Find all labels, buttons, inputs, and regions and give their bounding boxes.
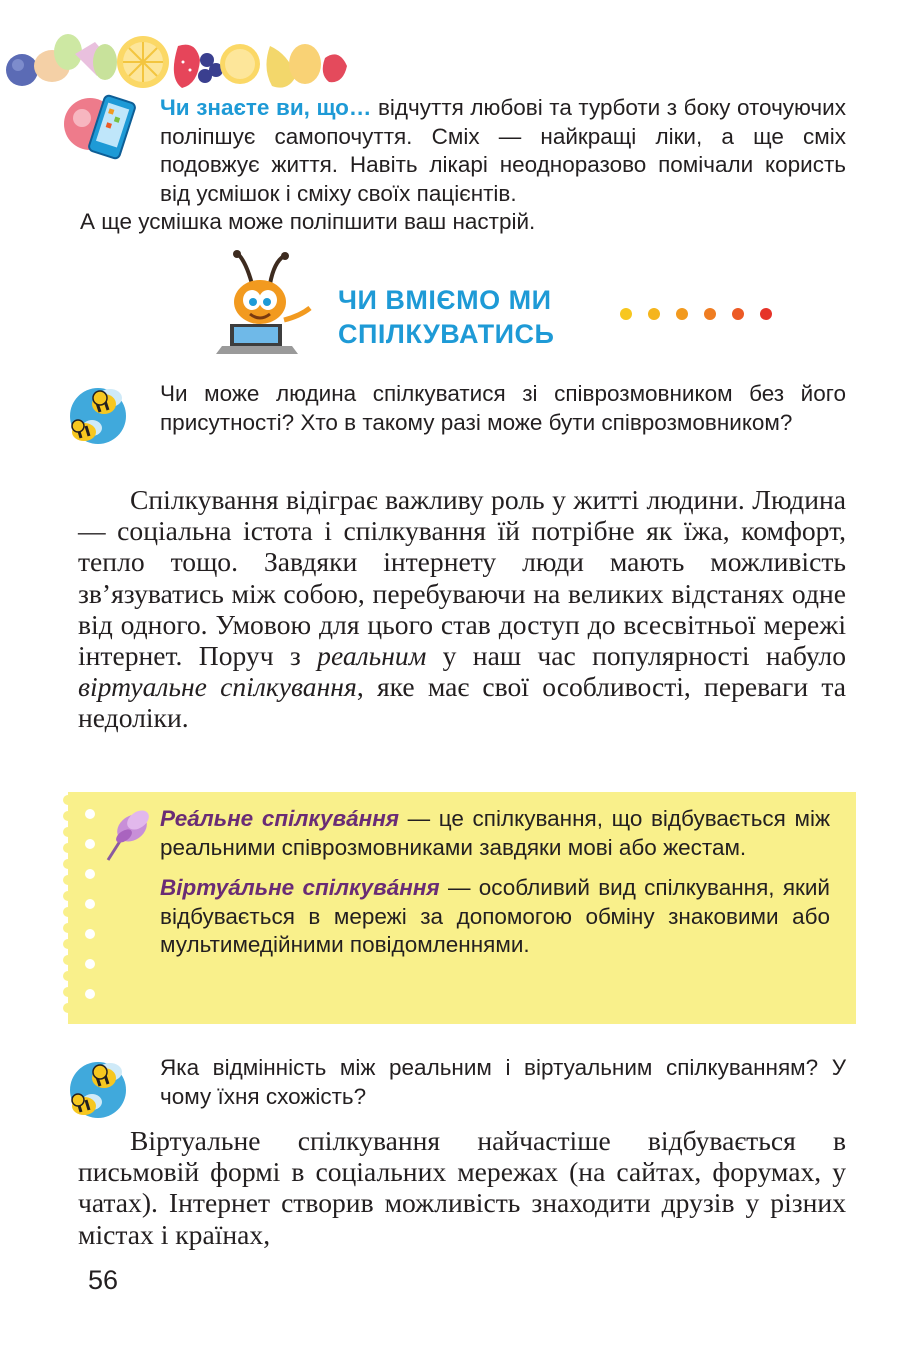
paragraph-1-part-3: , яке має свої особливості, переваги та недоліки. [78, 671, 846, 734]
question-1: Чи може людина спілкуватися зі співрозмовником без його присутності? Хто в такому разі може бути співрозмовником? [160, 381, 846, 435]
fruit-border-icon [0, 18, 360, 88]
section-heading-line-2: СПІЛКУВАТИСЬ [338, 319, 555, 349]
definitions [160, 805, 830, 972]
dot-6 [760, 308, 772, 320]
section-heading [338, 283, 618, 351]
notebook-holes [80, 800, 100, 1020]
definition-real-text: — це спілкування, що відбувається між реальними співрозмовниками завдяки мові або жестам. [160, 806, 830, 860]
definition-virtual [160, 874, 830, 960]
definition-virtual-text: — особливий вид спілкування, який відбувається в мережі за допомогою обміну знаковими або мультимедійними повідомленнями. [160, 875, 830, 958]
section-heading-line-1: ЧИ ВМІЄМО МИ [338, 285, 552, 315]
definition-virtual-term: Віртуáльне спілкувáння [160, 875, 440, 901]
box-scalloped-edge [62, 792, 74, 1024]
paragraph-2-text: Віртуальне спілкування найчастіше відбувається в письмовій формі в соціальних мережах (на сайтах, форумах, у чатах). Інтернет створив можливість знаходити друзів у різних містах і країнах, [78, 1125, 846, 1250]
ant-laptop-mascot-icon [212, 250, 316, 360]
bees-question-icon-2 [62, 1050, 138, 1120]
paragraph-1-part-2: у наш час популярності набуло [426, 640, 846, 672]
push-pin-icon [98, 804, 156, 864]
paragraph-1-part-1: Спілкування відіграє важливу роль у житті людини. Людина — соціальна істота і спілкування їй потрібне як їжа, комфорт, тепло тощо. Завдяки інтернету люди мають можливість зв’язуватись між собою, перебуваючи на великих відстанях одне від одного. Умовою для цього став доступ до всесвітньої мережі інтернет. Поруч з [78, 484, 846, 672]
dot-3 [676, 308, 688, 320]
phone-lightbulb-icon [62, 92, 142, 164]
dot-4 [704, 308, 716, 320]
dot-1 [620, 308, 632, 320]
question-2: Яка відмінність між реальним і віртуальним спілкуванням? У чому їхня схожість? [160, 1055, 846, 1109]
dot-5 [732, 308, 744, 320]
dot-2 [648, 308, 660, 320]
definition-real-term: Реáльне спілкувáння [160, 806, 400, 831]
page-number: 56 [88, 1265, 119, 1295]
paragraph-1 [78, 484, 846, 734]
bees-question-icon [62, 376, 138, 446]
paragraph-2 [78, 1125, 846, 1250]
did-you-know-last-line: А ще усмішка може поліпшити ваш настрій. [80, 209, 536, 234]
did-you-know-lead: Чи знаєте ви, що… [160, 95, 372, 120]
paragraph-1-emphasis-1: реальним [317, 640, 427, 672]
decorative-dots [616, 306, 776, 322]
did-you-know-text [160, 94, 846, 208]
definition-real [160, 805, 830, 862]
paragraph-1-emphasis-2: віртуальне спілкування [78, 671, 357, 703]
did-you-know-body: відчуття любові та турботи з боку оточуючих поліпшує самопочуття. Сміх — найкращі ліки, а ще сміх подовжує життя. Навіть лікарі неодноразово помічали користь від усмішок і сміху своїх пацієнтів. [160, 95, 846, 206]
